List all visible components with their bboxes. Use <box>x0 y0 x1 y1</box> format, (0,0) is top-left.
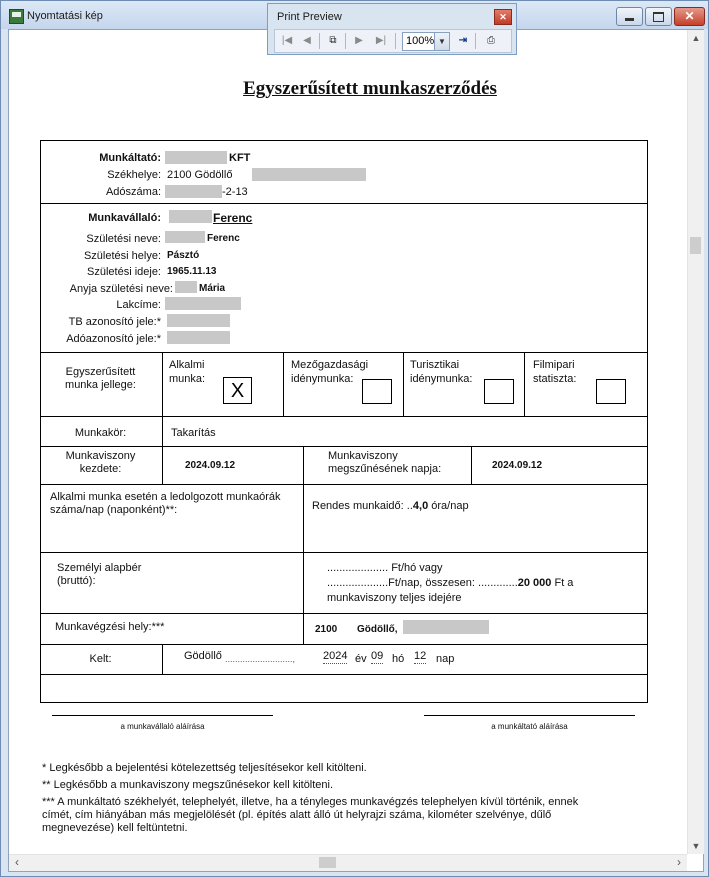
multiple-pages-icon[interactable]: ⧉ <box>329 35 337 46</box>
maximize-button[interactable] <box>645 7 672 26</box>
vertical-scroll-thumb[interactable] <box>690 237 701 254</box>
end-label-line2: megszűnésének napja: <box>328 463 442 475</box>
end-label-line1: Munkaviszony <box>328 450 398 462</box>
table-border-right <box>647 140 648 703</box>
employer-tax-label: Adószáma: <box>105 186 161 198</box>
row-divider <box>40 416 648 417</box>
dated-day-unit: nap <box>436 653 455 665</box>
dated-city-dots: ..........................., <box>225 654 296 664</box>
workplace-label: Munkavégzési hely:*** <box>55 621 165 633</box>
employee-signature-label: a munkavállaló aláírása <box>120 722 205 731</box>
footnote-3: *** A munkáltató székhelyét, telephelyét, illetve, ha a tényleges munkavégzés telephelyen kívül történik, ennek címét, cím hiányában más megjelölését (pl. építés alatt álló út helyrajzi száma, kilométer szelvénye, dűlő megnevezése) kell feltüntetni. <box>42 796 579 834</box>
print-preview-title: Print Preview <box>277 11 342 23</box>
position-label: Munkakör: <box>74 427 127 439</box>
redacted-employer-tax <box>165 185 222 198</box>
redacted-birth-surname <box>165 231 205 243</box>
employer-seat-label: Székhelye: <box>107 169 161 181</box>
employer-seat-value: 2100 Gödöllő <box>167 169 233 181</box>
vertical-scrollbar[interactable] <box>687 30 704 854</box>
redacted-employer-name <box>165 151 227 164</box>
col-divider <box>524 352 525 416</box>
regular-hours-unit: óra/nap <box>431 500 469 512</box>
jobtype-label-line2: munka jellege: <box>65 379 136 391</box>
minimize-button[interactable] <box>616 7 643 26</box>
close-button[interactable] <box>674 7 705 26</box>
position-value: Takarítás <box>171 427 216 439</box>
scroll-down-icon[interactable]: ▼ <box>691 841 701 851</box>
col-divider <box>162 446 163 484</box>
row-divider <box>40 644 648 645</box>
col-divider <box>303 446 304 484</box>
employer-value: KFT <box>229 152 251 164</box>
col-divider <box>471 446 472 484</box>
dated-month-unit: hó <box>392 653 405 665</box>
option-casual-line1: Alkalmi <box>169 359 205 371</box>
hours-label-line2: száma/nap (naponként)**: <box>50 504 178 516</box>
table-border-top <box>40 140 648 141</box>
row-divider <box>40 352 648 353</box>
wage-label-line1: Személyi alapbér <box>57 562 142 574</box>
tb-label: TB azonosító jele:* <box>68 316 161 328</box>
option-agri-line1: Mezőgazdasági <box>291 359 369 371</box>
birth-place-value: Pásztó <box>167 250 200 261</box>
option-agri-checkbox[interactable] <box>362 379 392 404</box>
dated-label: Kelt: <box>89 653 112 665</box>
birth-date-value: 1965.11.13 <box>167 266 217 277</box>
printer-icon[interactable]: ⎙ <box>487 35 495 46</box>
wage-line1 <box>327 562 443 575</box>
redacted-employer-address <box>252 168 366 181</box>
footnote-2: ** Legkésőbb a munkaviszony megszűnésekor kell kitölteni. <box>42 779 334 791</box>
scroll-right-icon[interactable]: › <box>677 855 681 869</box>
option-film-checkbox[interactable] <box>596 379 626 404</box>
last-page-icon[interactable]: ▶| <box>375 35 387 46</box>
toolbar-separator <box>395 33 396 49</box>
maximize-icon <box>653 12 664 22</box>
row-divider <box>40 674 648 675</box>
option-agri-line2: idénymunka: <box>291 373 354 385</box>
wage-line2 <box>327 577 573 590</box>
wage-line2-text: Ft/nap, összesen: <box>388 577 475 589</box>
employee-signature-line <box>52 715 273 716</box>
wage-line2-end: Ft a <box>554 577 574 589</box>
table-border-bottom <box>40 702 648 703</box>
print-preview-toolbar <box>267 3 517 55</box>
workplace-city: Gödöllő, <box>357 624 398 635</box>
employer-label: Munkáltató: <box>99 152 161 164</box>
row-divider <box>40 613 648 614</box>
exit-preview-icon[interactable]: ⇥ <box>458 35 468 46</box>
option-film-line1: Filmipari <box>533 359 575 371</box>
start-label-line2: kezdete: <box>79 463 122 475</box>
employer-signature-label: a munkáltató aláírása <box>491 722 568 731</box>
redacted-mother-surname <box>175 281 197 293</box>
chevron-down-icon[interactable]: ▼ <box>434 33 449 50</box>
mother-name-value: Mária <box>199 283 226 294</box>
window-title: Nyomtatási kép <box>27 10 103 22</box>
minimize-icon <box>625 18 634 21</box>
row-divider <box>40 446 648 447</box>
option-tourism-line2: idénymunka: <box>410 373 473 385</box>
option-casual-checkbox[interactable]: X <box>223 377 252 404</box>
row-divider <box>40 484 648 485</box>
wage-amount: 20 000 <box>517 577 552 589</box>
birth-name-value: Ferenc <box>207 233 240 244</box>
close-icon: ✕ <box>684 9 695 23</box>
hours-label-line1: Alkalmi munka esetén a ledolgozott munkaórák <box>50 491 281 503</box>
toolbar-separator <box>319 33 320 49</box>
dated-year: 2024 <box>323 650 348 662</box>
col-divider <box>283 352 284 416</box>
wage-line1-dots: .................... <box>327 562 389 574</box>
address-label: Lakcíme: <box>116 299 161 311</box>
row-divider <box>40 203 648 204</box>
start-value: 2024.09.12 <box>185 460 236 471</box>
zoom-value: 100% <box>406 35 435 47</box>
employee-name: Ferenc <box>213 211 253 225</box>
redacted-employee-surname <box>169 210 212 223</box>
col-divider <box>162 416 163 446</box>
mother-name-label: Anyja születési neve: <box>69 283 173 295</box>
col-divider <box>303 552 304 613</box>
workplace-zip: 2100 <box>315 624 338 635</box>
horizontal-scroll-thumb[interactable] <box>319 857 336 868</box>
employer-signature-line <box>424 715 635 716</box>
zoom-select[interactable] <box>402 32 450 51</box>
scroll-left-icon[interactable]: ‹ <box>15 855 19 869</box>
toolbar-close-button[interactable]: ✕ <box>494 9 512 25</box>
regular-hours <box>312 500 469 513</box>
col-divider <box>303 613 304 644</box>
option-casual-line2: munka: <box>169 373 206 385</box>
option-tourism-line1: Turisztikai <box>410 359 460 371</box>
dated-city: Gödöllő <box>184 650 222 662</box>
col-divider <box>403 352 404 416</box>
regular-hours-value: 4,0 <box>412 500 429 512</box>
toolbar-strip <box>274 29 512 53</box>
col-divider <box>303 484 304 552</box>
option-film-line2: statiszta: <box>533 373 577 385</box>
app-icon <box>9 9 24 24</box>
regular-hours-dots: .. <box>406 500 413 512</box>
document-title: Egyszerűsített munkaszerződés <box>243 78 497 99</box>
first-page-icon[interactable]: |◀ <box>281 35 293 46</box>
next-page-icon[interactable]: ▶ <box>355 35 363 46</box>
scroll-up-icon[interactable]: ▲ <box>691 33 701 43</box>
wage-line3: munkaviszony teljes idejére <box>327 592 462 604</box>
horizontal-scrollbar[interactable] <box>9 854 687 871</box>
dated-day: 12 <box>414 650 427 662</box>
birth-place-label: Születési helye: <box>83 250 161 262</box>
toolbar-separator <box>475 33 476 49</box>
previous-page-icon[interactable]: ◀ <box>303 35 311 46</box>
redacted-workplace-address <box>403 620 489 634</box>
dated-month: 09 <box>371 650 384 662</box>
row-divider <box>40 552 648 553</box>
wage-line2-dots: .................... <box>327 577 389 589</box>
col-divider <box>162 644 163 674</box>
option-tourism-checkbox[interactable] <box>484 379 514 404</box>
wage-line1-text: Ft/hó vagy <box>391 562 443 574</box>
birth-name-label: Születési neve: <box>86 233 161 245</box>
redacted-tax-id <box>167 331 230 344</box>
redacted-tb-id <box>167 314 230 327</box>
regular-hours-label: Rendes munkaidő: <box>312 500 404 512</box>
start-label-line1: Munkaviszony <box>65 450 136 462</box>
jobtype-label-line1: Egyszerűsített <box>65 366 136 378</box>
wage-label-line2: (bruttó): <box>57 575 96 587</box>
toolbar-separator <box>345 33 346 49</box>
redacted-address <box>165 297 241 310</box>
wage-line2-dots2: ............. <box>478 577 518 589</box>
employee-label: Munkavállaló: <box>88 212 161 224</box>
end-value: 2024.09.12 <box>492 460 543 471</box>
birth-date-label: Születési ideje: <box>87 266 161 278</box>
tax-id-label: Adóazonosító jele:* <box>66 333 161 345</box>
employer-tax-value: -2-13 <box>222 186 248 198</box>
col-divider <box>162 352 163 416</box>
footnote-1: * Legkésőbb a bejelentési kötelezettség teljesítésekor kell kitölteni. <box>42 762 367 774</box>
dated-year-unit: év <box>355 653 367 665</box>
